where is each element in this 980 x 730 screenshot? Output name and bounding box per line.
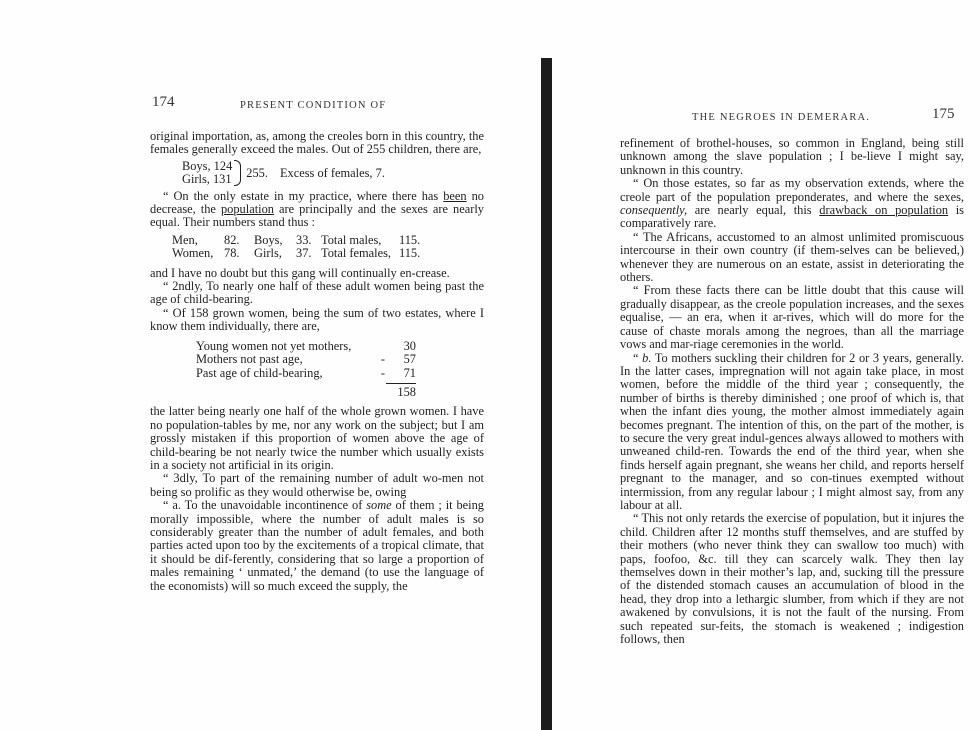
left-paragraph-3: and I have no doubt but this gang will continually en-crease. xyxy=(150,265,450,280)
gang-table xyxy=(172,234,484,261)
right-text-column xyxy=(620,137,964,646)
running-head-right: THE NEGROES IN DEMERARA. xyxy=(692,112,871,123)
left-paragraph-6: the latter being nearly one half of the whole grown women. I have no population-tables by me, nor any work on the subject; but I am grossly mistaken if this proportion of women above the age of child-bearing be not nearly twice the number which usually exists in a society not artificial in its origin. xyxy=(150,404,484,472)
girls-count: Girls, 131 xyxy=(182,172,232,187)
right-paragraph-2: “ On those estates, so far as my observation extends, where the creole part of the population preponderates, and where the sexes, consequently, are nearly equal, this drawback on population is comparatively rare. xyxy=(620,176,965,231)
left-text-column xyxy=(150,130,484,593)
left-paragraph-2: “ On the only estate in my practice, where there has been no decrease, the population are principally and the sexes are nearly equal. Their numbers stand thus : xyxy=(150,188,485,230)
boys-count: Boys, 124 xyxy=(182,158,233,173)
children-total: 255. xyxy=(246,165,268,180)
women-table xyxy=(196,340,416,400)
women-row: Young women not yet mothers, 30 xyxy=(196,338,416,353)
sex-count-brace xyxy=(182,160,484,187)
right-paragraph-5: “ b. To mothers suckling their children for 2 or 3 years, generally. In the latter cases, impregnation will not again take place, in most women, before the middle of the third year ; consequently, the number of births is thereby diminished ; one proof of which is, that when the infant dies young, the mother almost immediately again becomes pregnant. The intention of this, on the part of the mother, is to secure the very great indul-gences always allowed to mothers with unweaned child-ren. Towards the end of the third year, when she finds herself again pregnant, she weans her child, and reports herself pregnant to the manager, and so con-tinues exempted without intermission, from any regular labour ; I might almost say, from any labour at all. xyxy=(620,350,964,512)
right-paragraph-6: “ This not only retards the exercise of population, but it injures the child. Children after 12 months stuff themselves, and are stuffed by their mothers (who never think they can swallow too much) with paps, foofoo, &c. till they can scarcely walk. They then lay themselves down in their mother’s lap, and, sucking till the pressure of the distended stomach causes an accumulation of blood in the head, they drop into a lethargic slumber, from which if they are not awakened by convulsions, it is not the fault of the nursing. From such repeated sur-feits, the stomach is weakened ; indigestion follows, then xyxy=(620,511,964,647)
right-paragraph-4: “ From these facts there can be little doubt that this cause will gradually disappear, as the creole population increases, and the sexes equalise, — an era, when it ar-rives, which will do more for the cause of chaste morals among the negroes, than all the marriage vows and mar-riage ceremonies in the world. xyxy=(620,283,964,352)
gang-row-women: Women, 78. Girls, 37. Total females, 115. xyxy=(172,246,421,261)
left-paragraph-7: “ 3dly, To part of the remaining number of adult wo-men not being so prolific as they would otherwise be, owing xyxy=(150,471,484,499)
left-paragraph-4: “ 2ndly, To nearly one half of these adult women being past the age of child-bearing. xyxy=(150,279,484,307)
women-row: Mothers not past age, - 57 xyxy=(196,352,416,367)
right-paragraph-3: “ The Africans, accustomed to an almost unlimited promiscuous intercourse in their own country (if them-selves can be believed,) whenever they are numerous on an estate, assist in deteriorating the others. xyxy=(620,229,964,285)
women-total: 158 xyxy=(196,383,416,399)
left-paragraph-8: “ a. To the unavoidable incontinence of some of them ; it being morally impossible, where the number of adult males is so considerably greater than the number of adult females, and both parties acted upon too by the excitements of a tropical climate, that it should be dif-ferently, considering that so large a proportion of males remaining ‘ unmated,’ the demand (to use the language of the economists) will so much exceed the supply, the xyxy=(150,498,484,593)
left-paragraph-1: original importation, as, among the creoles born in this country, the females generally exceed the males. Out of 255 children, there are, xyxy=(150,129,484,157)
women-row: Past age of child-bearing, - 71 xyxy=(196,365,416,380)
running-head-left: PRESENT CONDITION OF xyxy=(240,100,387,111)
book-gutter xyxy=(541,58,552,730)
page-number-left: 174 xyxy=(152,94,175,110)
excess-of-females: Excess of females, 7. xyxy=(279,165,385,180)
right-paragraph-1: refinement of brothel-houses, so common in England, being still unknown among the slave population ; I be-lieve I might say, unknown in this country. xyxy=(620,136,964,177)
page-number-right: 175 xyxy=(932,106,955,122)
brace-mark xyxy=(234,160,241,186)
gang-row-men: Men, 82. Boys, 33. Total males, 115. xyxy=(172,232,421,247)
right-page xyxy=(556,0,980,730)
left-paragraph-5: “ Of 158 grown women, being the sum of two estates, where I know them individually, there are, xyxy=(150,305,484,334)
